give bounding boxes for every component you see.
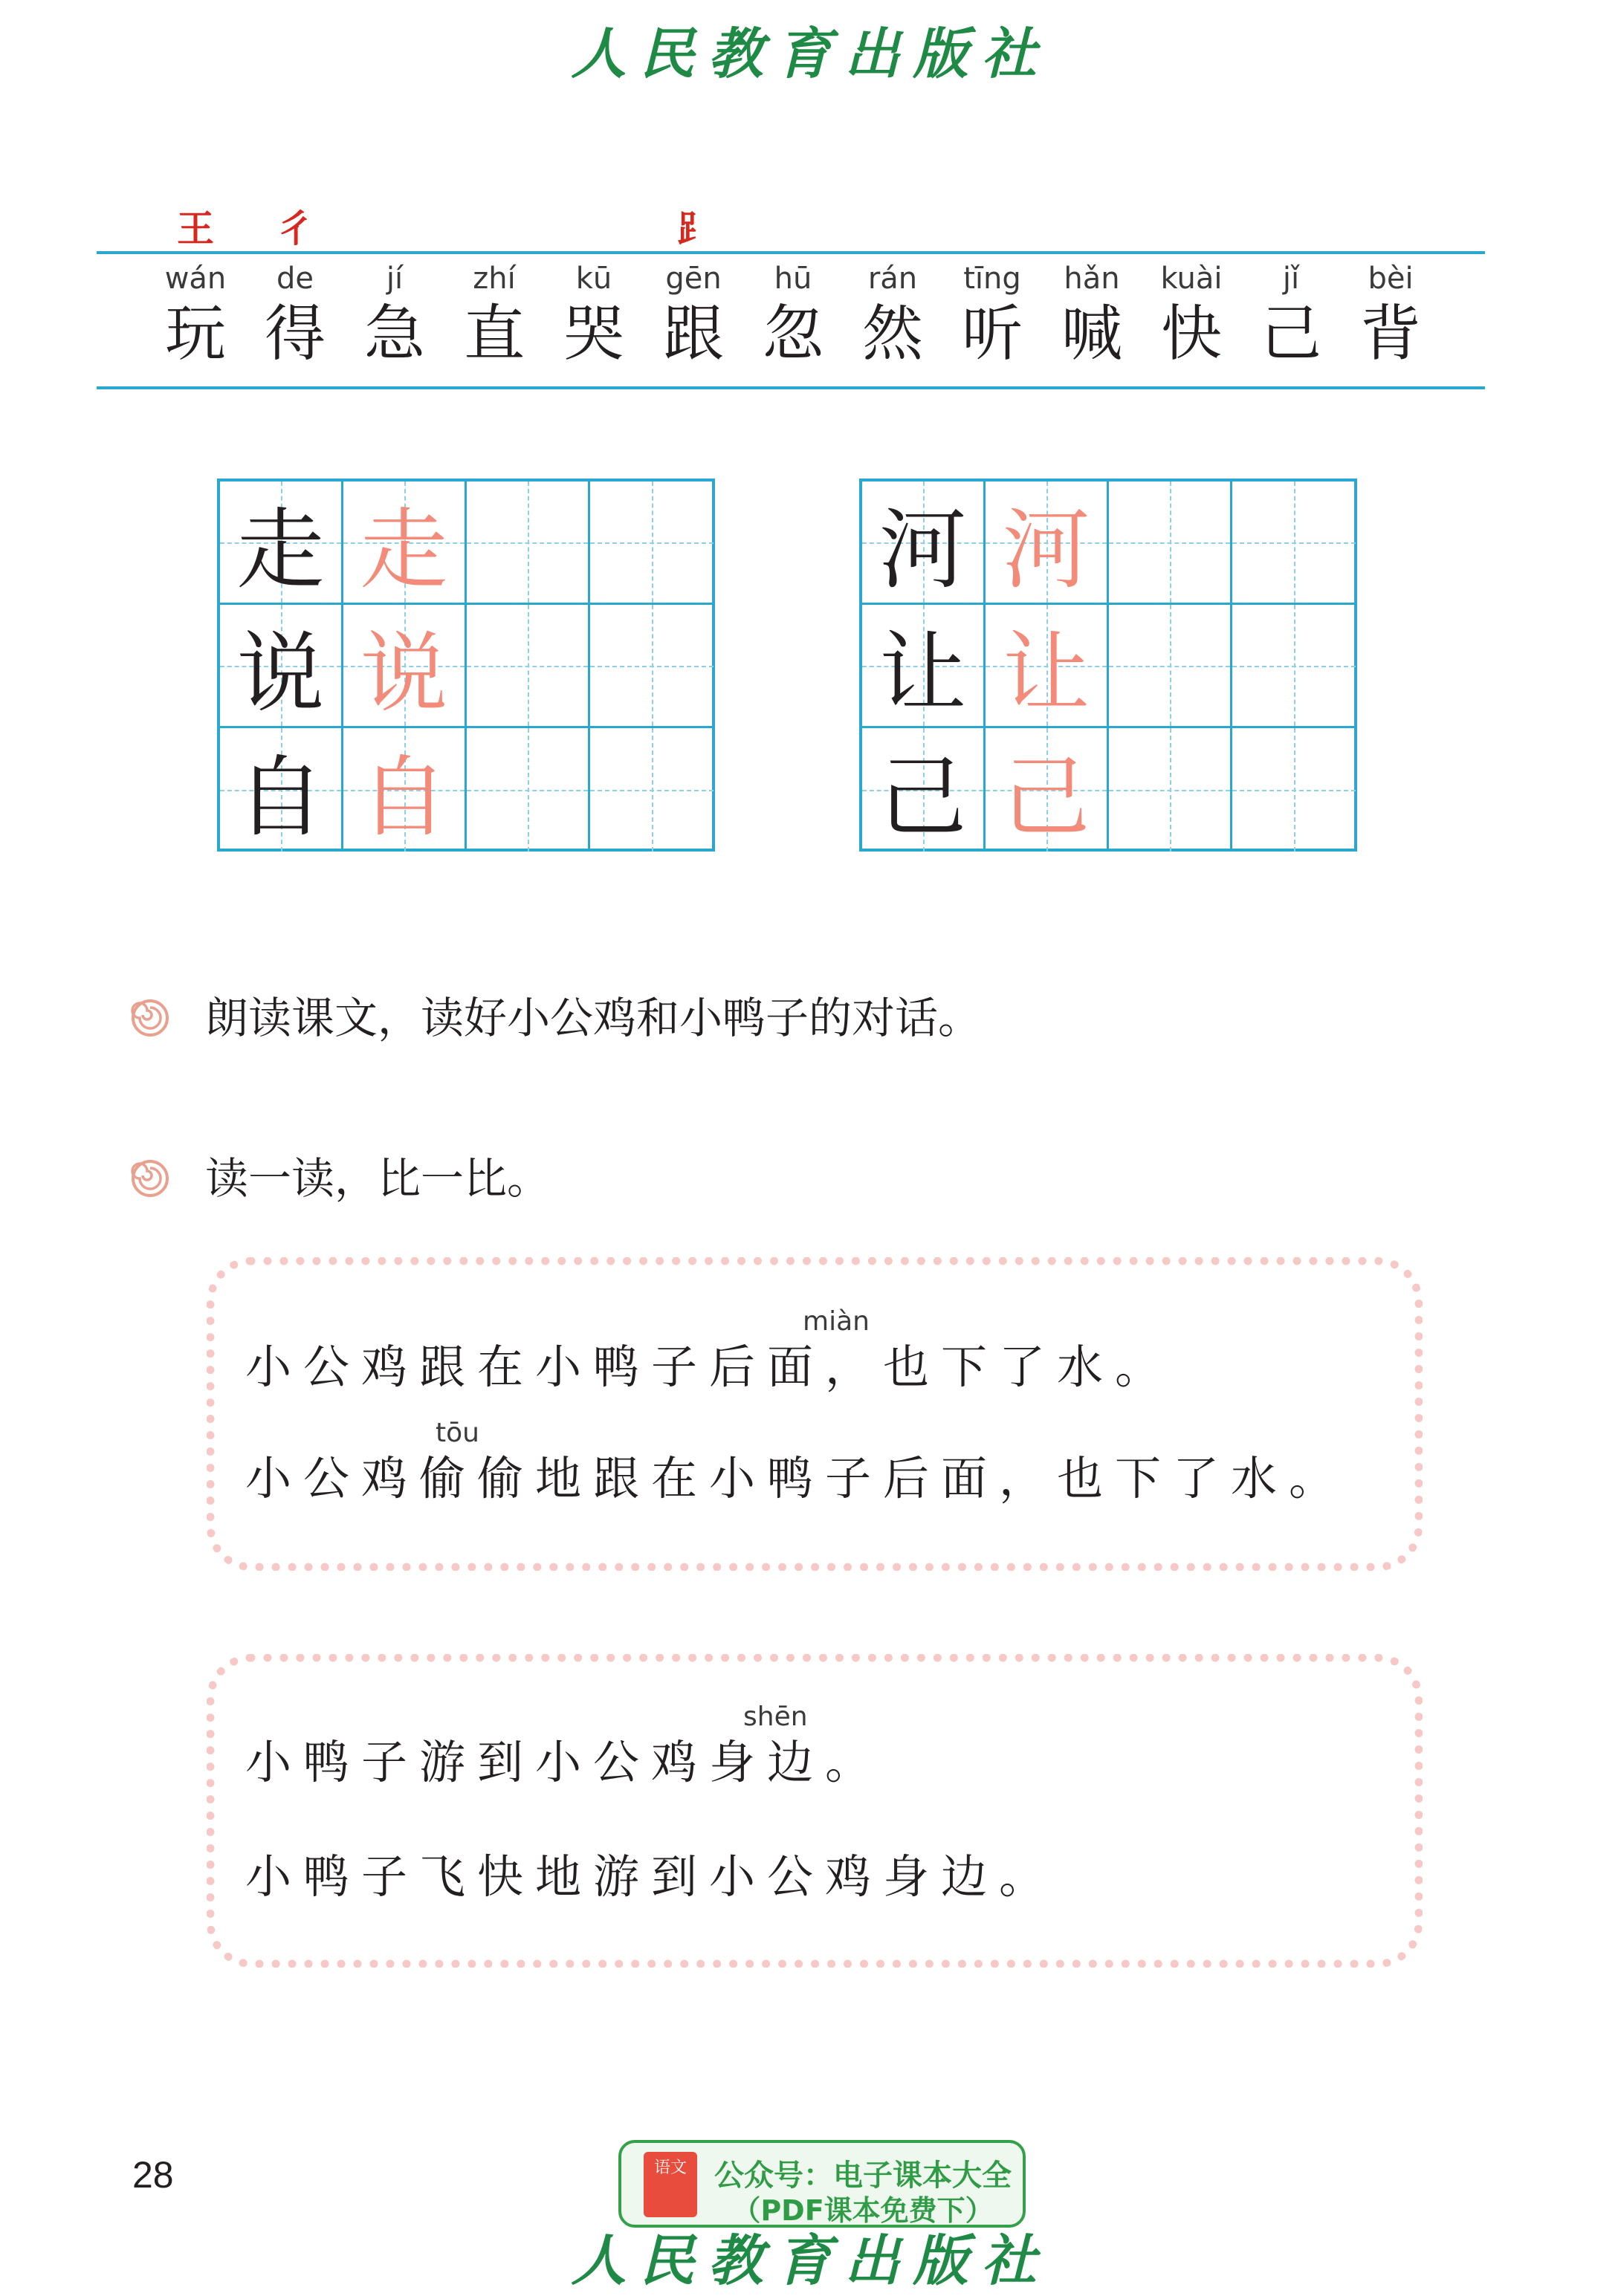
compare-1-sentence-1: 小公鸡跟在小鸭子后面，也下了水。 (245, 1340, 1174, 1394)
hanzi: 直 (463, 299, 525, 369)
vocab-char (444, 260, 544, 372)
vocab-top-rule (97, 251, 1485, 254)
vocab-char (743, 260, 843, 372)
grid-cell (220, 728, 343, 852)
pinyin: gēn (665, 262, 722, 296)
ruby-shen: shēn (743, 1702, 808, 1732)
wechat-badge[interactable] (618, 2140, 1026, 2228)
model-char: 自 (236, 746, 325, 849)
grid-cell[interactable] (590, 481, 714, 605)
grid-cell (343, 605, 467, 728)
vocab-char (1042, 260, 1142, 372)
hanzi: 忽 (762, 299, 824, 369)
pinyin: wán (164, 262, 227, 296)
compare-box-2 (207, 1654, 1423, 1968)
writing-grid-right (859, 479, 1357, 852)
grid-cell (343, 481, 467, 605)
hanzi: 听 (961, 299, 1023, 369)
grid-cell[interactable] (467, 605, 590, 728)
trace-char: 走 (360, 498, 448, 601)
pinyin: de (276, 262, 314, 296)
grid-cell[interactable] (1232, 481, 1356, 605)
grid-cell[interactable] (467, 728, 590, 852)
vocab-char (843, 260, 942, 372)
grid-cell (220, 481, 343, 605)
publisher-logo-bottom: 人民教育出版社 (571, 2229, 1050, 2293)
model-char: 让 (879, 621, 967, 724)
vocab-char (245, 260, 345, 372)
grid-cell[interactable] (1109, 605, 1232, 728)
vocab-char (146, 260, 245, 372)
trace-char: 己 (1002, 746, 1090, 849)
trace-char: 让 (1002, 621, 1090, 724)
compare-box-1 (207, 1257, 1423, 1571)
trace-char: 说 (360, 621, 448, 724)
hanzi: 玩 (164, 299, 226, 369)
grid-cell (862, 728, 986, 852)
grid-cell[interactable] (1109, 728, 1232, 852)
vocab-char (644, 260, 743, 372)
hanzi: 急 (363, 299, 425, 369)
grid-cell (986, 481, 1109, 605)
hanzi: 快 (1160, 299, 1222, 369)
hanzi: 喊 (1061, 299, 1122, 369)
writing-grid-left (217, 479, 715, 852)
pinyin: tīng (963, 262, 1021, 296)
swirl-bullet-icon (131, 999, 169, 1037)
pinyin: hǎn (1064, 262, 1120, 296)
pinyin: jí (386, 262, 404, 296)
pinyin: kuài (1160, 262, 1223, 296)
compare-1-sentence-2: 小公鸡偷偷地跟在小鸭子后面，也下了水。 (245, 1451, 1347, 1505)
grid-cell[interactable] (467, 481, 590, 605)
hanzi: 哭 (563, 299, 624, 369)
pinyin: rán (867, 262, 918, 296)
task-2-text: 读一读，比一比。 (205, 1153, 551, 1204)
vocab-bottom-rule (97, 386, 1485, 389)
vocab-char (345, 260, 444, 372)
pinyin: jǐ (1282, 262, 1300, 296)
grid-cell[interactable] (1232, 605, 1356, 728)
hanzi: 得 (264, 299, 326, 369)
vocab-char (942, 260, 1042, 372)
grid-cell[interactable] (1232, 728, 1356, 852)
model-char: 走 (236, 498, 325, 601)
pinyin: bèi (1368, 262, 1414, 296)
pinyin: hū (774, 262, 812, 296)
grid-cell[interactable] (590, 605, 714, 728)
trace-char: 自 (360, 746, 448, 849)
radical-zu: ⻊ (676, 207, 714, 250)
hanzi: 背 (1359, 299, 1421, 369)
grid-cell (343, 728, 467, 852)
radical-wang: 王 (177, 207, 214, 250)
grid-cell[interactable] (1109, 481, 1232, 605)
ruby-mian: miàn (803, 1306, 870, 1337)
trace-char: 河 (1002, 498, 1090, 601)
grid-cell (220, 605, 343, 728)
hanzi: 然 (861, 299, 923, 369)
radical-chi: 彳 (276, 207, 314, 250)
vocab-char (1241, 260, 1341, 372)
badge-line-1: 公众号：电子课本大全 (714, 2159, 1012, 2193)
grid-cell[interactable] (590, 728, 714, 852)
publisher-logo-top: 人民教育出版社 (571, 22, 1050, 86)
book-icon: 语文 (644, 2152, 697, 2217)
vocab-char (1341, 260, 1440, 372)
pinyin: zhí (473, 262, 516, 296)
page-number: 28 (132, 2154, 174, 2196)
grid-cell (862, 481, 986, 605)
ruby-tou: tōu (436, 1418, 479, 1448)
task-1-text: 朗读课文，读好小公鸡和小鸭子的对话。 (205, 993, 982, 1043)
hanzi: 跟 (662, 299, 724, 369)
model-char: 河 (879, 498, 967, 601)
vocab-char (1142, 260, 1241, 372)
vocab-char (544, 260, 644, 372)
grid-cell (986, 728, 1109, 852)
model-char: 说 (236, 621, 325, 724)
model-char: 己 (879, 746, 967, 849)
badge-line-2: （PDF课本免费下） (732, 2194, 994, 2227)
compare-2-sentence-1: 小鸭子游到小公鸡身边。 (245, 1735, 884, 1789)
hanzi: 己 (1260, 299, 1321, 369)
grid-cell (862, 605, 986, 728)
pinyin: kū (575, 262, 612, 296)
grid-cell (986, 605, 1109, 728)
swirl-bullet-icon (131, 1159, 169, 1198)
compare-2-sentence-2: 小鸭子飞快地游到小公鸡身边。 (245, 1849, 1058, 1904)
